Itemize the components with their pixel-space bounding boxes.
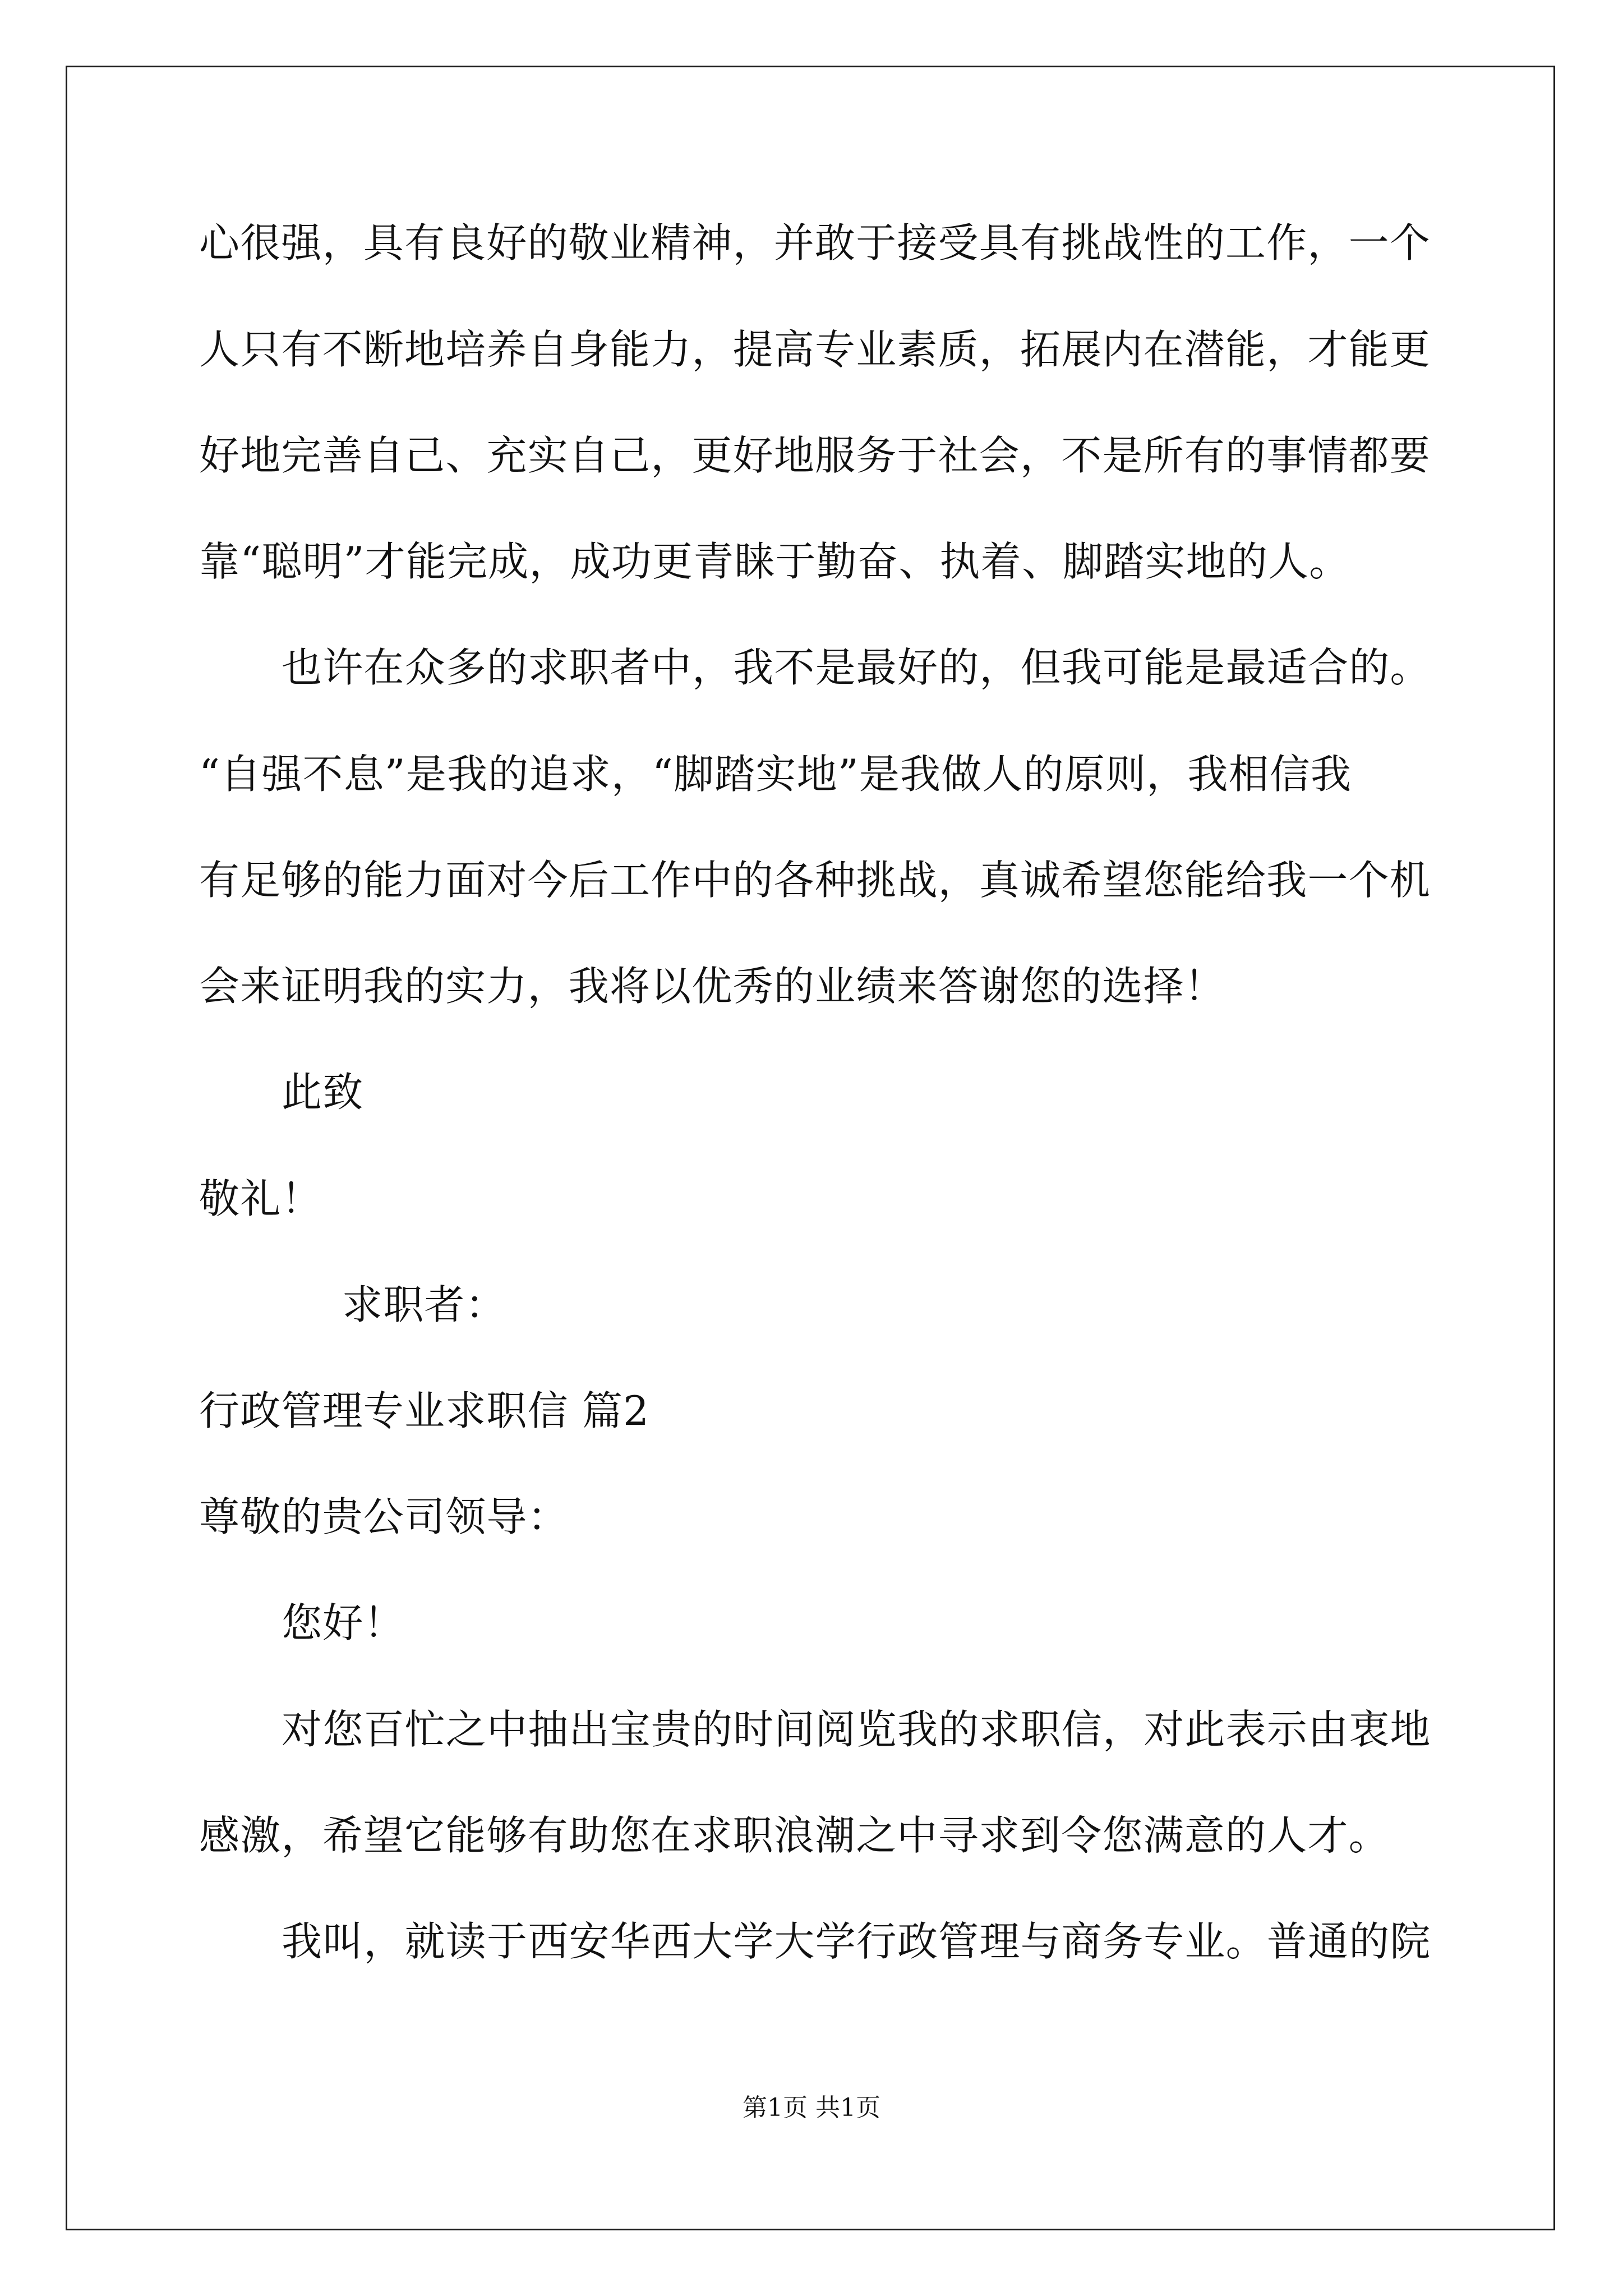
letter-greeting: 尊敬的贵公司领导：	[199, 1493, 569, 1540]
greeting-hello: 您好！	[282, 1599, 405, 1646]
text-line: 靠“聪明”才能完成，成功更青睐于勤奋、执着、脚踏实地的人。	[199, 538, 1350, 585]
paragraph-start: 我叫，就读于西安华西大学大学行政管理与商务专业。普通的院	[282, 1918, 1431, 1965]
text-line: 感激，希望它能够有助您在求职浪潮之中寻求到令您满意的人才。	[199, 1812, 1390, 1859]
signature-label: 求职者：	[342, 1281, 506, 1328]
page-footer: 第1页 共1页	[743, 2093, 880, 2122]
page-border	[66, 66, 1555, 2230]
paragraph-start: 对您百忙之中抽出宝贵的时间阅览我的求职信，对此表示由衷地	[282, 1706, 1431, 1753]
salutation-close: 敬礼！	[199, 1175, 322, 1222]
text-line: 心很强，具有良好的敬业精神，并敢于接受具有挑战性的工作，一个	[199, 219, 1431, 266]
text-line: 会来证明我的实力，我将以优秀的业绩来答谢您的选择！	[199, 963, 1226, 1010]
paragraph-start: 也许在众多的求职者中，我不是最好的，但我可能是最适合的。	[282, 644, 1431, 691]
closing-phrase: 此致	[282, 1069, 364, 1116]
text-line: 好地完善自己、充实自己，更好地服务于社会，不是所有的事情都要	[199, 432, 1431, 479]
text-line: 有足够的能力面对今后工作中的各种挑战，真诚希望您能给我一个机	[199, 857, 1431, 904]
text-line: 人只有不断地培养自身能力，提高专业素质，拓展内在潜能，才能更	[199, 326, 1431, 373]
section-heading: 行政管理专业求职信 篇2	[199, 1387, 650, 1434]
text-line: “自强不息”是我的追求，“脚踏实地”是我做人的原则，我相信我	[199, 751, 1352, 798]
